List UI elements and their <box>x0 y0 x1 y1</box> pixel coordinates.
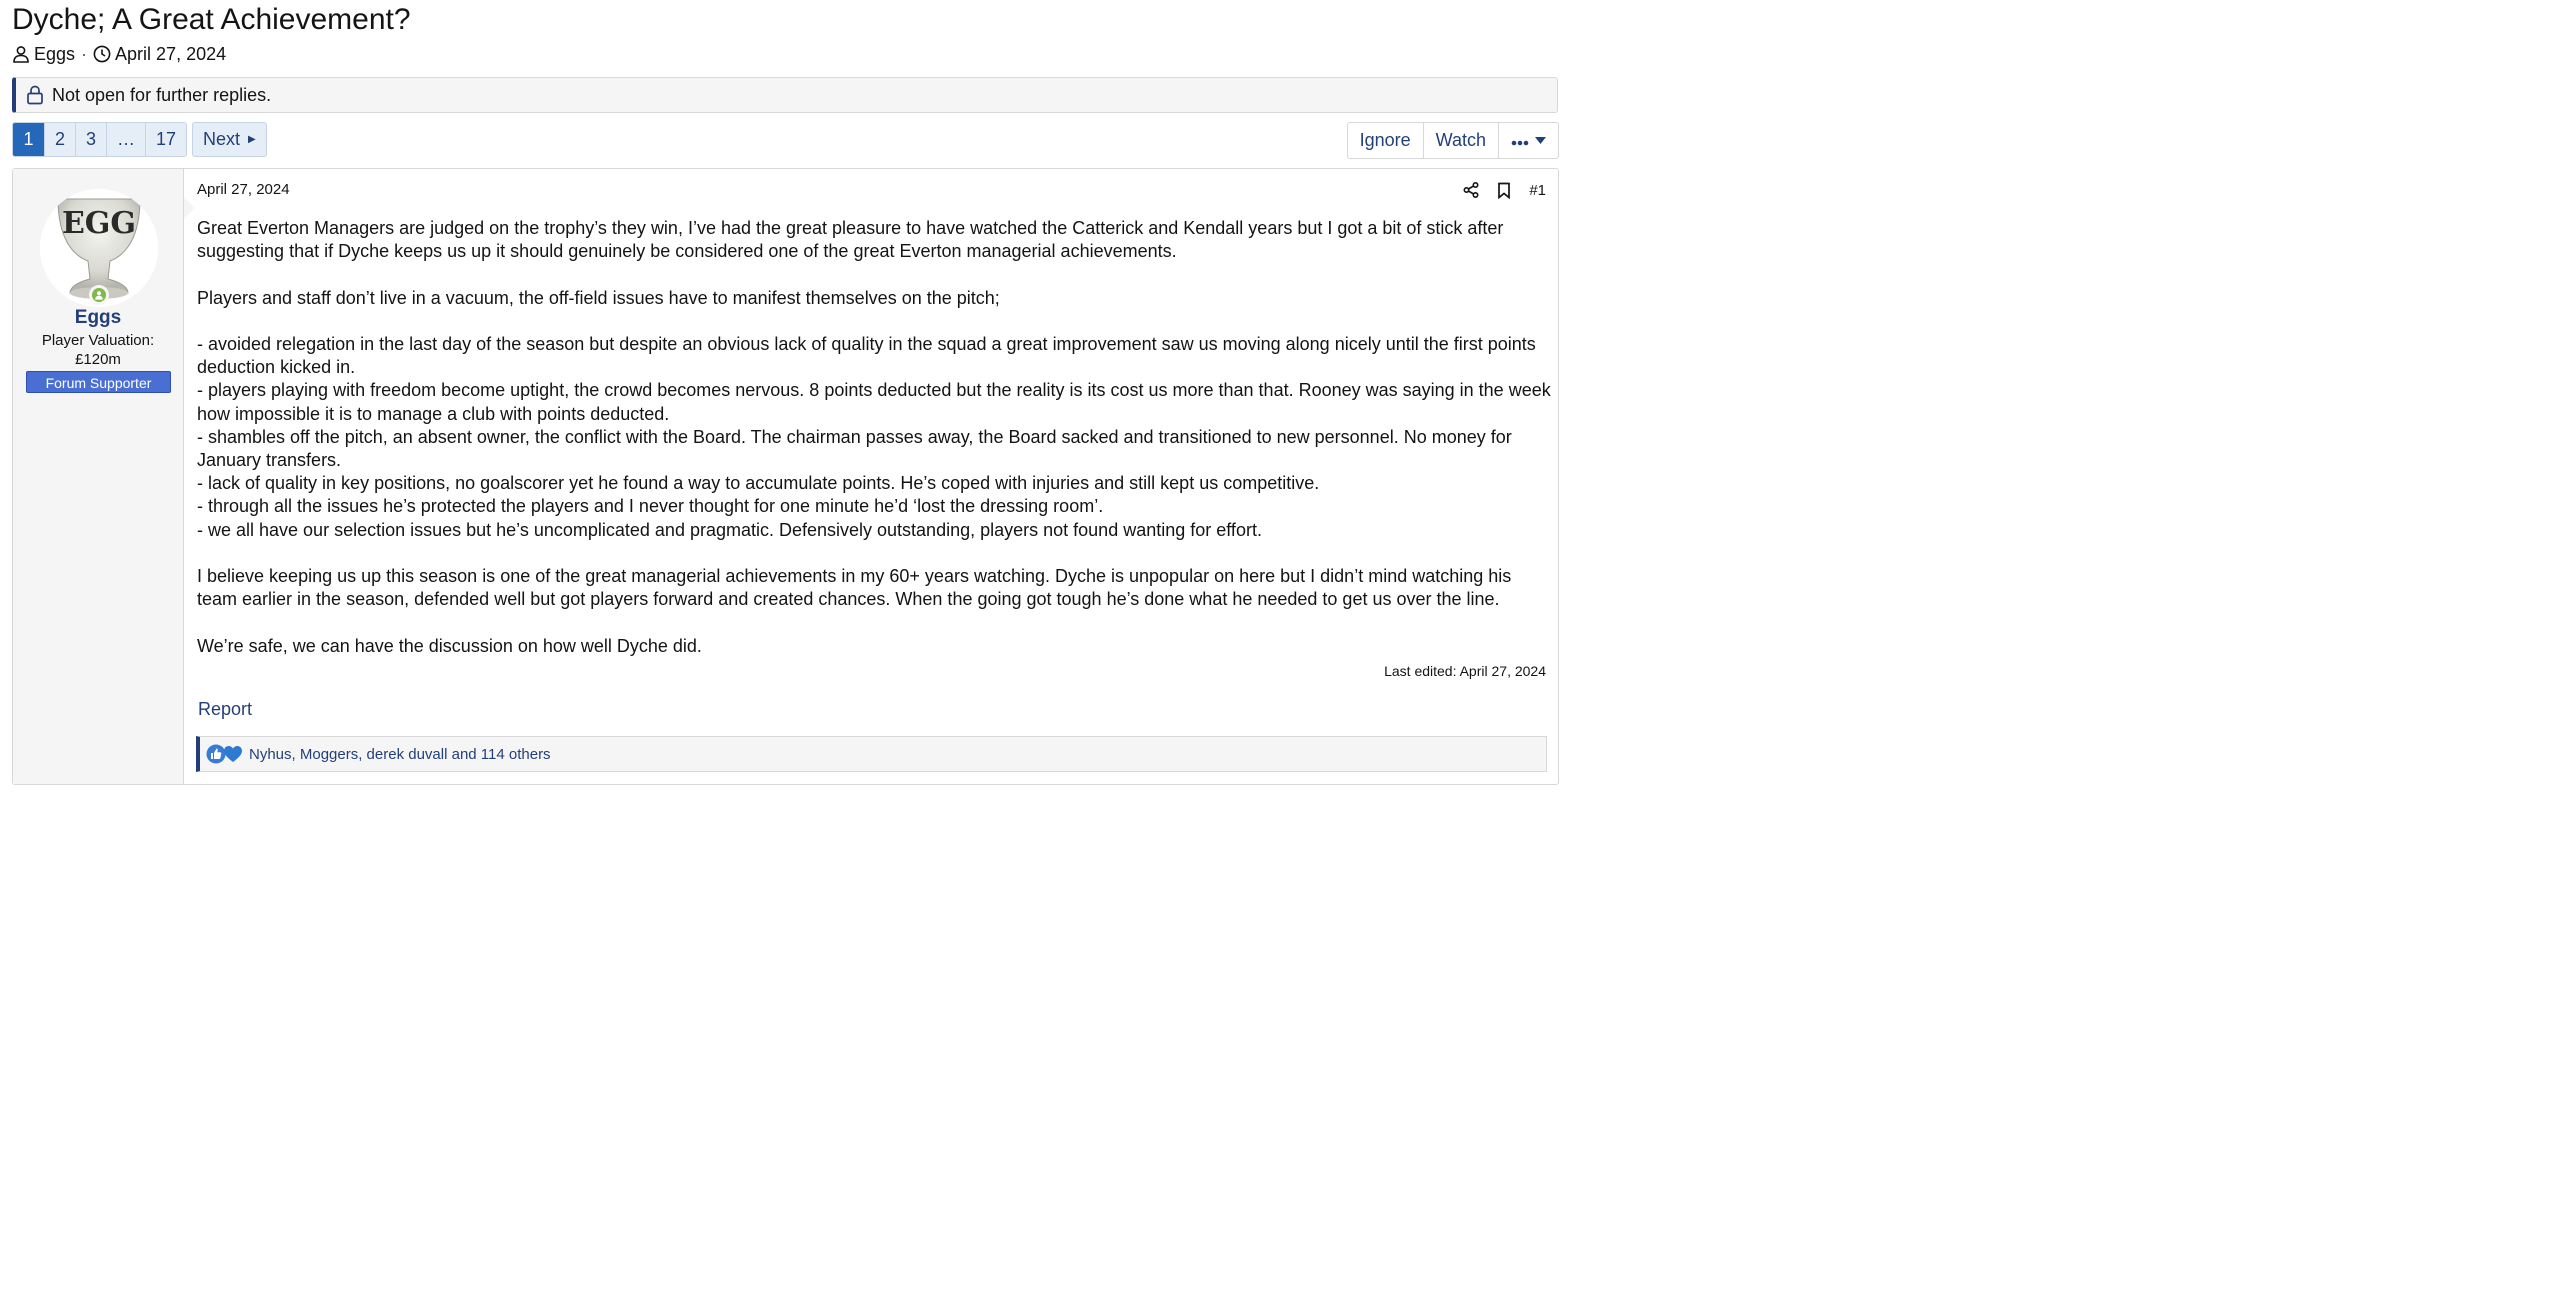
post-list-line: - through all the issues he’s protected the players and I never thought for one minute he’d ‘lost the dressing room’. <box>197 496 1104 517</box>
closed-notice-text: Not open for further replies. <box>52 84 272 105</box>
page-1-button[interactable]: 1 <box>13 123 45 156</box>
meta-separator: · <box>81 43 88 64</box>
more-options-menu[interactable] <box>1499 123 1558 158</box>
thread-meta <box>12 42 226 66</box>
paragraph-gap <box>197 263 1552 286</box>
lock-icon <box>26 85 44 105</box>
thread-actions <box>1347 122 1559 159</box>
share-icon[interactable] <box>1463 182 1479 198</box>
online-status-icon <box>89 285 109 305</box>
thread-date[interactable]: April 27, 2024 <box>115 43 227 64</box>
chevron-down-icon <box>1535 137 1546 144</box>
heart-icon <box>223 744 243 764</box>
post-list-line: - shambles off the pitch, an absent owner, the conflict with the Board. The chairman passes away, the Board sacked and transitioned to new personnel. No money for January transfers. <box>197 426 1512 470</box>
page-3-button[interactable]: 3 <box>76 123 107 156</box>
page-17-button[interactable]: 17 <box>146 123 186 156</box>
reactions-bar[interactable] <box>196 736 1547 772</box>
post-list-line: - players playing with freedom become uptight, the crowd becomes nervous. 8 points deducted but the reality is its cost us more than that. Rooney was saying in the week how impossible it is to manage a club with points deducted. <box>197 380 1551 424</box>
user-title-line-2: £120m <box>75 351 121 368</box>
next-page-button[interactable] <box>192 122 267 157</box>
post-paragraph: Players and staff don’t live in a vacuum, the off-field issues have to manifest themselves on the pitch; <box>197 287 1000 308</box>
watch-button[interactable]: Watch <box>1424 123 1499 158</box>
post-list-line: - we all have our selection issues but he’s uncomplicated and pragmatic. Defensively outstanding, players not found wanting for effort. <box>197 519 1262 540</box>
last-edited: Last edited: April 27, 2024 <box>1384 663 1546 679</box>
post-content <box>184 169 1558 784</box>
post-username[interactable]: Eggs <box>74 307 122 328</box>
reactions-list[interactable]: Nyhus, Moggers, derek duvall and 114 others <box>249 745 551 763</box>
paragraph-gap <box>197 310 1552 333</box>
thread-title: Dyche; A Great Achievement? <box>12 3 411 36</box>
page-ellipsis-button[interactable]: … <box>107 123 146 156</box>
reaction-icons <box>206 744 243 764</box>
post-date[interactable]: April 27, 2024 <box>197 181 290 198</box>
next-page-label: Next <box>203 129 241 149</box>
page-2-button[interactable]: 2 <box>45 123 76 156</box>
thread-author[interactable]: Eggs <box>34 43 76 64</box>
post-list-line: - lack of quality in key positions, no goalscorer yet he found a way to accumulate points. He’s coped with injuries and still kept us competitive. <box>197 473 1320 494</box>
user-title-line-1: Player Valuation: <box>41 332 155 349</box>
ellipsis-icon <box>1511 130 1529 151</box>
page-navigation <box>12 122 267 157</box>
post-number[interactable]: #1 <box>1529 181 1546 199</box>
page-buttons <box>12 122 187 157</box>
paragraph-gap <box>197 542 1552 565</box>
thread-page <box>0 0 1567 792</box>
user-banner-badge: Forum Supporter <box>26 371 171 393</box>
post-message <box>12 168 1559 785</box>
post-user-panel <box>13 169 184 784</box>
user-title <box>13 331 183 369</box>
caret-right-icon: ▶ <box>248 134 256 145</box>
post-body <box>197 217 1552 658</box>
post-paragraph: We’re safe, we can have the discussion on how well Dyche did. <box>197 635 702 656</box>
post-paragraph: I believe keeping us up this season is one of the great managerial achievements in my 60+ years watching. Dyche is unpopular on here but I didn’t mind watching his team earlier in the season, defended well but got players forward and created chances. When the going got tough he’s done what he needed to get us over the line. <box>197 566 1512 610</box>
avatar-logo-text: EGG <box>61 206 137 241</box>
post-paragraph: Great Everton Managers are judged on the trophy’s they win, I’ve had the great pleasure to have watched the Catterick and Kendall years but I got a bit of stick after suggesting that if Dyche keeps us up it should genuinely be considered one of the great Everton managerial achievements. <box>197 218 1504 262</box>
report-link[interactable]: Report <box>198 699 253 719</box>
closed-notice <box>12 77 1558 113</box>
user-icon <box>12 45 30 63</box>
post-tools <box>1463 179 1558 201</box>
avatar-wrap <box>40 189 158 307</box>
clock-icon <box>93 45 111 63</box>
paragraph-gap <box>197 611 1552 634</box>
post-list-line: - avoided relegation in the last day of the season but despite an obvious lack of quality in the squad a great improvement saw us moving along nicely until the first points deduction kicked in. <box>197 333 1536 378</box>
ignore-button[interactable]: Ignore <box>1348 123 1424 158</box>
bookmark-icon[interactable] <box>1497 182 1511 199</box>
